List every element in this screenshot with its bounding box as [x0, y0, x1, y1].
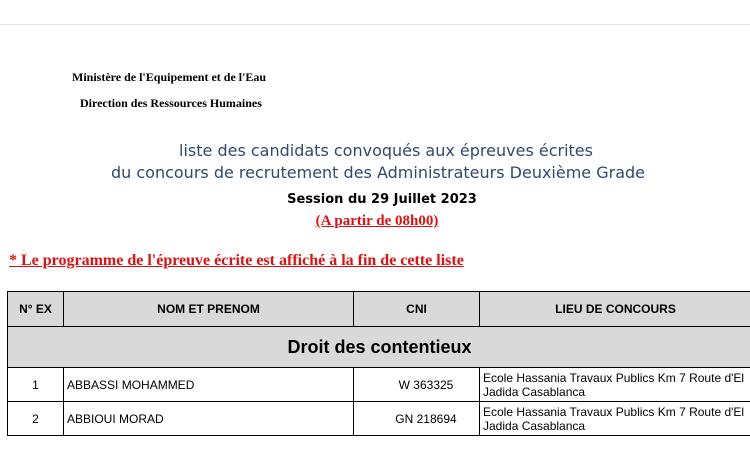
cell-cni: W 363325	[354, 368, 480, 402]
cell-name: ABBIOUI MORAD	[64, 402, 354, 436]
section-row	[8, 327, 750, 368]
cell-name: ABBASSI MOHAMMED	[64, 368, 354, 402]
direction-name: Direction des Ressources Humaines	[80, 96, 262, 110]
header-cni: CNI	[354, 292, 480, 327]
ministry-name: Ministère de l'Equipement et de l'Eau	[72, 70, 267, 84]
cell-num: 1	[8, 368, 64, 402]
top-divider	[0, 24, 750, 25]
table-row	[8, 368, 750, 402]
header-name: NOM ET PRENOM	[64, 292, 354, 327]
session-date: Session du 29 Juillet 2023	[287, 192, 477, 207]
candidates-table	[7, 291, 750, 436]
document-title-line1: liste des candidats convoqués aux épreuves écrites	[179, 141, 593, 160]
document-title-line2: du concours de recrutement des Administrateurs Deuxième Grade	[110, 163, 646, 182]
section-title: Droit des contentieux	[8, 327, 750, 368]
table-header-row	[8, 292, 750, 327]
session-time: (A partir de 08h00)	[315, 213, 439, 229]
cell-num: 2	[8, 402, 64, 436]
header-num: N° EX	[8, 292, 64, 327]
program-notice: * Le programme de l'épreuve écrite est affiché à la fin de cette liste	[9, 252, 464, 269]
cell-cni: GN 218694	[354, 402, 480, 436]
cell-lieu: Ecole Hassania Travaux Publics Km 7 Route d'El Jadida Casablanca	[480, 402, 750, 436]
table-row	[8, 402, 750, 436]
header-lieu: LIEU DE CONCOURS	[480, 292, 750, 327]
cell-lieu: Ecole Hassania Travaux Publics Km 7 Route d'El Jadida Casablanca	[480, 368, 750, 402]
